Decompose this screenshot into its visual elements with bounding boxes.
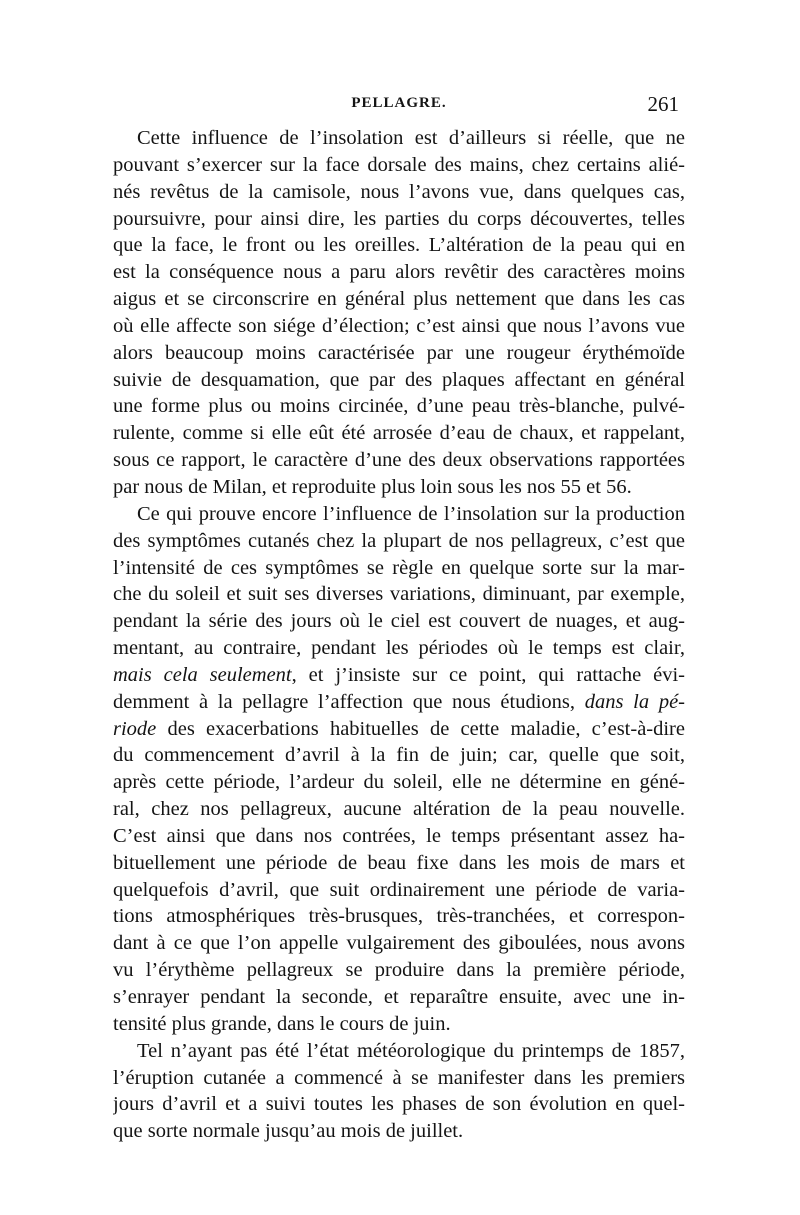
- text-line: [113, 152, 685, 179]
- text-segment: où elle affecte son siége d’élection; c’est ainsi que nous l’avons vue: [113, 314, 685, 337]
- italic-text: mais cela seulement: [113, 663, 292, 686]
- text-segment: du commencement d’avril à la fin de juin; car, quelle que soit,: [113, 744, 685, 767]
- text-line: [113, 528, 685, 555]
- text-line: [113, 877, 685, 904]
- text-segment: que sorte normale jusqu’au mois de juillet.: [113, 1120, 464, 1143]
- text-segment: s’enrayer pendant la seconde, et reparaître ensuite, avec une in-: [113, 986, 685, 1008]
- body-text: [113, 125, 685, 1145]
- text-line: [113, 286, 685, 313]
- text-line: [113, 367, 685, 394]
- text-line: [113, 555, 685, 582]
- text-segment: après cette période, l’ardeur du soleil, elle ne détermine en géné-: [113, 771, 685, 794]
- text-line: [113, 474, 685, 501]
- text-line: [113, 206, 685, 233]
- text-line: [113, 930, 685, 957]
- text-line: [113, 850, 685, 877]
- text-segment: par nous de Milan, et reproduite plus loin sous les nos 55 et 56.: [113, 475, 632, 498]
- text-line: [113, 313, 685, 340]
- text-segment: ral, chez nos pellagreux, aucune altération de la peau nouvelle.: [113, 798, 685, 821]
- text-line: [113, 125, 685, 152]
- text-segment: tensité plus grande, dans le cours de juin.: [113, 1012, 451, 1035]
- text-segment: pouvant s’exercer sur la face dorsale des mains, chez certains alié-: [113, 153, 685, 176]
- page-number: 261: [647, 92, 679, 116]
- text-line: [113, 340, 685, 367]
- text-segment: poursuivre, pour ainsi dire, les parties du corps découvertes, telles: [113, 207, 685, 230]
- text-line: [113, 501, 685, 528]
- text-segment: des symptômes cutanés chez la plupart de nos pellagreux, c’est que: [113, 529, 685, 552]
- text-line: [113, 689, 685, 716]
- text-line: [113, 179, 685, 206]
- text-segment: Ce qui prouve encore l’influence de l’insolation sur la production: [137, 502, 685, 525]
- text-line: [113, 1091, 685, 1118]
- text-line: [113, 581, 685, 608]
- text-segment: pendant la série des jours où le ciel est couvert de nuages, et aug-: [113, 610, 685, 633]
- text-segment: des exacerbations habituelles de cette maladie, c’est-à-dire: [156, 717, 685, 740]
- text-segment: jours d’avril et a suivi toutes les phases de son évolution en quel-: [113, 1093, 685, 1116]
- text-segment: l’intensité de ces symptômes se règle en quelque sorte sur la mar-: [113, 556, 685, 579]
- text-line: [113, 608, 685, 635]
- text-line: [113, 393, 685, 420]
- text-line: [113, 1065, 685, 1092]
- text-segment: alors beaucoup moins caractérisée par une rougeur érythémoïde: [113, 341, 685, 364]
- text-segment: que la face, le front ou les oreilles. L’altération de la peau qui en: [113, 234, 685, 257]
- text-segment: mentant, au contraire, pendant les périodes où le temps est clair,: [113, 637, 685, 660]
- italic-text: riode: [113, 717, 157, 740]
- running-title: PELLAGRE.: [351, 95, 447, 111]
- text-line: [113, 662, 685, 689]
- text-line: [113, 259, 685, 286]
- text-segment: che du soleil et suit ses diverses variations, diminuant, par exemple,: [113, 583, 685, 606]
- text-segment: aigus et se circonscrire en général plus nettement que dans les cas: [113, 288, 685, 311]
- text-segment: vu l’érythème pellagreux se produire dans la première période,: [113, 959, 685, 982]
- text-line: [113, 957, 685, 984]
- text-segment: tions atmosphériques très-brusques, très-tranchées, et correspon-: [113, 905, 685, 928]
- text-line: [113, 769, 685, 796]
- text-line: [113, 635, 685, 662]
- text-segment: suivie de desquamation, que par des plaques affectant en général: [113, 368, 685, 391]
- text-segment: dant à ce que l’on appelle vulgairement des giboulées, nous avons: [113, 932, 685, 955]
- text-line: [113, 1118, 685, 1145]
- text-segment: bituellement une période de beau fixe dans les mois de mars et: [113, 851, 685, 874]
- text-segment: quelquefois d’avril, que suit ordinairement une période de varia-: [113, 878, 685, 901]
- text-segment: sous ce rapport, le caractère d’une des deux observations rapportées: [113, 449, 685, 472]
- italic-text: dans la pé-: [584, 690, 685, 713]
- text-line: [113, 742, 685, 769]
- running-head: [113, 92, 685, 118]
- text-segment: est la conséquence nous a paru alors revêtir des caractères moins: [113, 261, 685, 284]
- text-line: [113, 716, 685, 743]
- text-line: [113, 984, 685, 1011]
- text-line: [113, 823, 685, 850]
- text-segment: Tel n’ayant pas été l’état météorologique du printemps de 1857,: [137, 1039, 685, 1062]
- text-segment: nés revêtus de la camisole, nous l’avons vue, dans quelques cas,: [113, 180, 685, 203]
- text-line: [113, 232, 685, 259]
- text-line: [113, 903, 685, 930]
- text-line: [113, 796, 685, 823]
- text-segment: rulente, comme si elle eût été arrosée d’eau de chaux, et rappelant,: [113, 422, 685, 445]
- text-segment: l’éruption cutanée a commencé à se manifester dans les premiers: [113, 1066, 685, 1089]
- text-segment: une forme plus ou moins circinée, d’une peau très-blanche, pulvé-: [113, 395, 685, 418]
- text-line: [113, 1038, 685, 1065]
- text-line: [113, 420, 685, 447]
- text-line: [113, 447, 685, 474]
- text-line: [113, 1011, 685, 1038]
- text-segment: , et j’insiste sur ce point, qui rattache évi-: [291, 663, 685, 686]
- text-segment: C’est ainsi que dans nos contrées, le temps présentant assez ha-: [113, 824, 685, 847]
- text-segment: Cette influence de l’insolation est d’ailleurs si réelle, que ne: [137, 127, 685, 149]
- text-segment: demment à la pellagre l’affection que nous étudions,: [113, 690, 585, 713]
